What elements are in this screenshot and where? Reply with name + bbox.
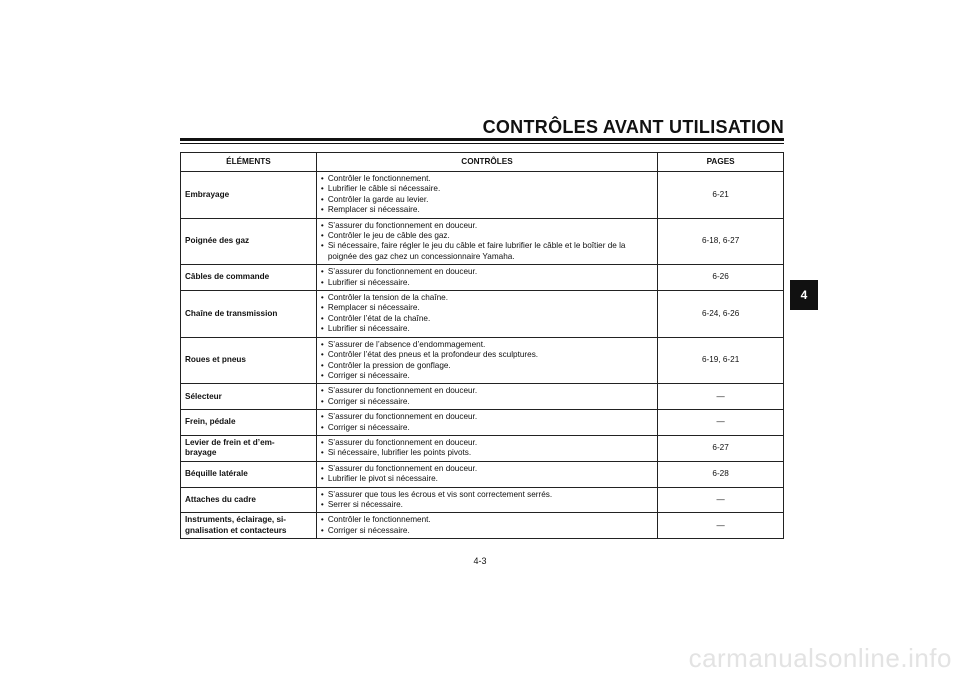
- table-row: [181, 265, 784, 291]
- check-item: • S’assurer de l’absence d’endommagement.: [321, 340, 653, 350]
- table-row: [181, 461, 784, 487]
- page-reference: —: [658, 384, 784, 410]
- check-item: • Serrer si nécessaire.: [321, 500, 653, 510]
- column-header-items: ÉLÉMENTS: [181, 153, 317, 172]
- check-item: • Lubrifier si nécessaire.: [321, 278, 653, 288]
- title-rule-thin: [180, 143, 784, 144]
- item-name: Câbles de commande: [181, 265, 317, 291]
- item-name: Roues et pneus: [181, 337, 317, 384]
- item-name: Béquille latérale: [181, 461, 317, 487]
- check-item: • Si nécessaire, lubrifier les points pivots.: [321, 448, 653, 458]
- table-row: [181, 291, 784, 338]
- page-reference: 6-18, 6-27: [658, 218, 784, 265]
- check-list: [321, 438, 653, 459]
- check-list-cell: [316, 337, 657, 384]
- item-name: Sélecteur: [181, 384, 317, 410]
- check-list-cell: [316, 172, 657, 219]
- item-name: Chaîne de transmission: [181, 291, 317, 338]
- item-name: Levier de frein et d’em- brayage: [181, 435, 317, 461]
- column-header-checks: CONTRÔLES: [316, 153, 657, 172]
- check-list: [321, 221, 653, 263]
- check-list-cell: [316, 410, 657, 436]
- check-list: [321, 412, 653, 433]
- check-item: • S’assurer du fonctionnement en douceur.: [321, 221, 653, 231]
- check-item: • Lubrifier si nécessaire.: [321, 324, 653, 334]
- check-item: • Contrôler le jeu de câble des gaz.: [321, 231, 653, 241]
- check-list-cell: [316, 435, 657, 461]
- check-item: • Lubrifier le câble si nécessaire.: [321, 184, 653, 194]
- title-rule-thick: [180, 138, 784, 141]
- table-row: [181, 410, 784, 436]
- check-list: [321, 464, 653, 485]
- check-item: • S’assurer du fonctionnement en douceur.: [321, 267, 653, 277]
- check-list-cell: [316, 291, 657, 338]
- check-item: • Corriger si nécessaire.: [321, 371, 653, 381]
- table-row: [181, 172, 784, 219]
- check-item: • Si nécessaire, faire régler le jeu du câble et faire lubrifier le câble et le boîtier de la poignée des gaz chez un concessionnaire Yamaha.: [321, 241, 653, 262]
- check-list-cell: [316, 513, 657, 539]
- check-list: [321, 340, 653, 382]
- check-item: • S’assurer du fonctionnement en douceur.: [321, 386, 653, 396]
- column-header-pages: PAGES: [658, 153, 784, 172]
- check-item: • Contrôler la tension de la chaîne.: [321, 293, 653, 303]
- check-list-cell: [316, 461, 657, 487]
- page-reference: 6-21: [658, 172, 784, 219]
- page-title: CONTRÔLES AVANT UTILISATION: [482, 117, 784, 137]
- item-name: Frein, pédale: [181, 410, 317, 436]
- check-item: • Corriger si nécessaire.: [321, 423, 653, 433]
- check-item: • Contrôler le fonctionnement.: [321, 174, 653, 184]
- check-item: • S’assurer du fonctionnement en douceur.: [321, 412, 653, 422]
- check-item: • Lubrifier le pivot si nécessaire.: [321, 474, 653, 484]
- check-list: [321, 174, 653, 216]
- check-list: [321, 293, 653, 335]
- table-row: [181, 218, 784, 265]
- check-item: • S’assurer du fonctionnement en douceur.: [321, 438, 653, 448]
- page-reference: —: [658, 410, 784, 436]
- table-row: [181, 487, 784, 513]
- check-item: • Contrôler la garde au levier.: [321, 195, 653, 205]
- chapter-tab: 4: [790, 280, 818, 310]
- check-list: [321, 490, 653, 511]
- item-name: Poignée des gaz: [181, 218, 317, 265]
- page-reference: 6-28: [658, 461, 784, 487]
- check-item: • Corriger si nécessaire.: [321, 397, 653, 407]
- table-row: [181, 384, 784, 410]
- page-reference: 6-26: [658, 265, 784, 291]
- inspection-table: [180, 152, 784, 539]
- page-reference: 6-24, 6-26: [658, 291, 784, 338]
- table-header-row: [181, 153, 784, 172]
- check-item: • Contrôler l’état de la chaîne.: [321, 314, 653, 324]
- item-name: Attaches du cadre: [181, 487, 317, 513]
- item-name: Embrayage: [181, 172, 317, 219]
- check-item: • Corriger si nécessaire.: [321, 526, 653, 536]
- page-reference: —: [658, 513, 784, 539]
- table-row: [181, 513, 784, 539]
- check-list: [321, 515, 653, 536]
- check-item: • Remplacer si nécessaire.: [321, 303, 653, 313]
- page-reference: 6-19, 6-21: [658, 337, 784, 384]
- page-number: 4-3: [473, 556, 487, 566]
- check-item: • Contrôler le fonctionnement.: [321, 515, 653, 525]
- page-reference: —: [658, 487, 784, 513]
- check-list-cell: [316, 487, 657, 513]
- page-reference: 6-27: [658, 435, 784, 461]
- check-item: • S’assurer du fonctionnement en douceur.: [321, 464, 653, 474]
- table-row: [181, 337, 784, 384]
- table-body: [181, 172, 784, 539]
- check-item: • Contrôler l’état des pneus et la profondeur des sculptures.: [321, 350, 653, 360]
- check-list: [321, 267, 653, 288]
- table-row: [181, 435, 784, 461]
- check-list-cell: [316, 384, 657, 410]
- check-list: [321, 386, 653, 407]
- check-item: • Remplacer si nécessaire.: [321, 205, 653, 215]
- watermark: carmanualsonline.info: [688, 643, 952, 673]
- check-item: • S’assurer que tous les écrous et vis sont correctement serrés.: [321, 490, 653, 500]
- item-name: Instruments, éclairage, si- gnalisation et contacteurs: [181, 513, 317, 539]
- check-item: • Contrôler la pression de gonflage.: [321, 361, 653, 371]
- check-list-cell: [316, 218, 657, 265]
- check-list-cell: [316, 265, 657, 291]
